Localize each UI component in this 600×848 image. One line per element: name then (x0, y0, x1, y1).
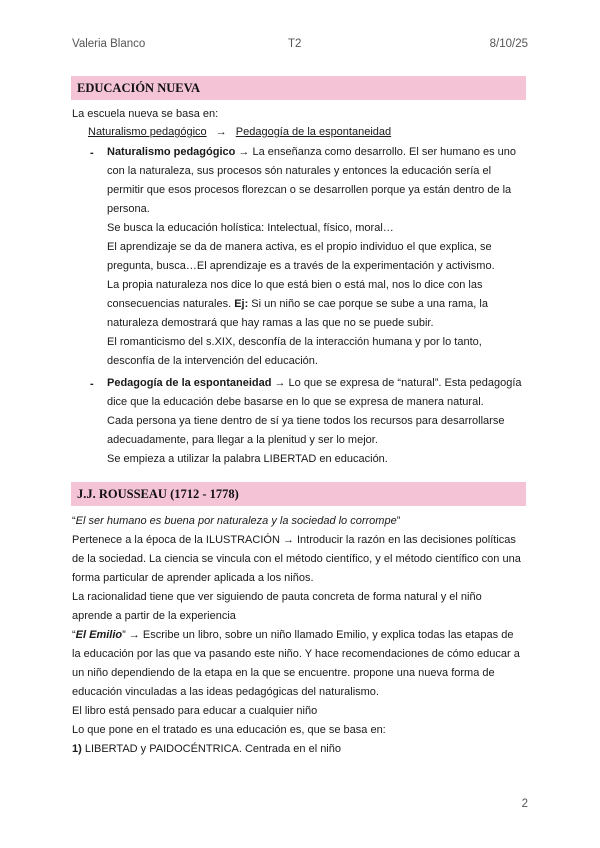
bullet2-term: Pedagogía de la espontaneidad (107, 377, 272, 389)
point-number: 1) (72, 743, 82, 755)
bullet1-line: naturaleza demostrará que hay ramas a las que no se puede subir. (107, 317, 434, 329)
paragraph-line: la educación por las que va pasando este niño. Y hace recomendaciones de cómo educar a (72, 648, 520, 660)
subtopics-line (88, 126, 391, 139)
paragraph-line: Lo que pone en el tratado es una educación es, que se basa en: (72, 724, 386, 736)
header-date: 8/10/25 (489, 38, 528, 50)
bullet1-line1 (107, 146, 516, 159)
bullet1-line (107, 298, 488, 311)
page-number: 2 (521, 798, 528, 810)
bullet1-line: persona. (107, 203, 150, 215)
numbered-point (72, 743, 341, 756)
paragraph-line: un niño dependiendo de la etapa en la que se encuentre. propone una nueva forma de (72, 667, 495, 679)
bullet2-line: adecuadamente, para llegar a la plenitud y ser lo mejor. (107, 434, 378, 446)
bullet1-line: Se busca la educación holística: Intelectual, físico, moral… (107, 222, 394, 234)
section-heading-rousseau (71, 482, 526, 506)
quote-mark: “ (72, 515, 76, 527)
quote-mark: ” (396, 515, 401, 527)
subtopic-naturalismo: Naturalismo pedagógico (88, 126, 207, 138)
bullet1-line: El aprendizaje se da de manera activa, es el propio individuo el que explica, se (107, 241, 492, 253)
arrow-glyph: → (215, 126, 227, 138)
subtopic-espontaneidad: Pedagogía de la espontaneidad (235, 126, 392, 138)
paragraph-line: La racionalidad tiene que ver siguiendo de pauta concreta de forma natural y el niño (72, 591, 482, 603)
paragraph-line: forma particular de aprender aplicada a los niños. (72, 572, 314, 584)
bullet2-line: Se empieza a utilizar la palabra LIBERTAD en educación. (107, 453, 388, 465)
bullet1-text: Si un niño se cae porque se sube a una rama, la (248, 298, 488, 310)
rousseau-quote (72, 515, 400, 528)
intro-text: La escuela nueva se basa en: (72, 108, 219, 120)
bullet1-line: La propia naturaleza nos dice lo que está bien o está mal, nos lo dice con las (107, 279, 483, 291)
bullet2-line: dice que la educación debe basarse en lo que se expresa de manera natural. (107, 396, 484, 408)
header-title: T2 (288, 38, 302, 50)
section-heading-text: J.J. ROUSSEAU (1712 - 1778) (77, 487, 239, 501)
bullet1-term: Naturalismo pedagógico (107, 146, 236, 158)
paragraph-line: El libro está pensado para educar a cualquier niño (72, 705, 318, 717)
bullet1-line: desconfía de la intervención del educación. (107, 355, 318, 367)
bullet-marker: - (90, 378, 94, 390)
paragraph-line: educación vinculadas a las ideas pedagógicas del naturalismo. (72, 686, 379, 698)
emilio-text: ” → Escribe un libro, sobre un niño llamado Emilio, y explica todas las etapas de (122, 629, 514, 641)
section-heading-text: EDUCACIÓN NUEVA (77, 81, 201, 95)
header-author: Valeria Blanco (72, 38, 146, 50)
paragraph-line: aprende a partir de la experiencia (72, 610, 236, 622)
point-text: LIBERTAD y PAIDOCÉNTRICA. Centrada en el niño (81, 743, 341, 755)
example-label: Ej: (234, 298, 249, 310)
bullet1-line: con la naturaleza, sus procesos són naturales y entonces la educación sería el (107, 165, 492, 177)
bullet1-line: pregunta, busca…El aprendizaje es a través de la experimentación y activismo. (107, 260, 495, 272)
paragraph-line: de la sociedad. La ciencia se vincula con el método científico, y el método científico con una (72, 553, 521, 565)
bullet1-line: El romanticismo del s.XIX, desconfía de la interacción humana y por lo tanto, (107, 336, 482, 348)
emilio-line (72, 629, 513, 642)
book-title: El Emilio (75, 629, 123, 641)
bullet-marker: - (90, 147, 94, 159)
bullet1-text: consecuencias naturales. (107, 298, 235, 310)
bullet2-line1 (107, 377, 522, 390)
quote-text: El ser humano es buena por naturaleza y la sociedad lo corrompe (75, 515, 397, 527)
paragraph-line: Pertenece a la época de la ILUSTRACIÓN → Introducir la razón en las decisiones políticas (72, 534, 516, 546)
section-heading-educacion-nueva (71, 76, 526, 100)
bullet1-line: permitir que esos procesos florezcan o se desarrollen porque ya están dentro de la (107, 184, 512, 196)
bullet2-line: Cada persona ya tiene dentro de sí ya tiene todos los recursos para desarrollarse (107, 415, 505, 427)
bullet2-text: → Lo que se expresa de “natural”. Esta pedagogía (271, 377, 522, 389)
quote-mark: “ (72, 629, 76, 641)
bullet1-text: → La enseñanza como desarrollo. El ser humano es uno (235, 146, 517, 158)
